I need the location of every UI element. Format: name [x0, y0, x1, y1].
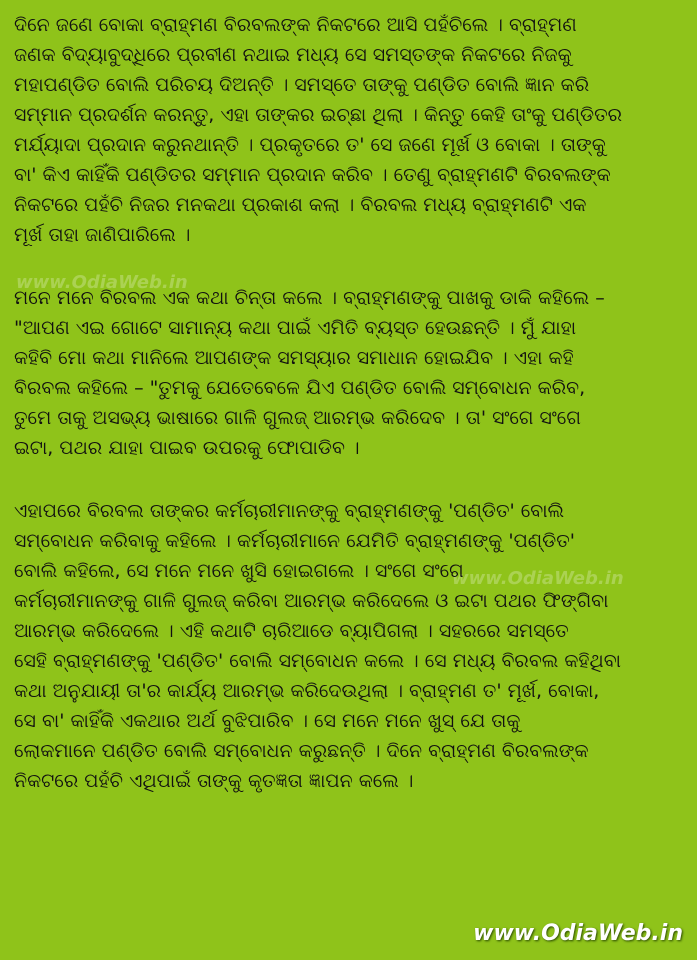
text-line: ଏହାପରେ ବିରବଲ ତାଙ୍କର କର୍ମଚାରୀମାନଙ୍କୁ ବ୍ରାହ୍ମଣଙ୍କୁ 'ପଣ୍ଡିତ' ବୋଲି: [14, 500, 565, 522]
text-line: ବିରବଲ କହିଲେ – "ତୁମକୁ ଯେତେବେଳେ ଯିଏ ପଣ୍ଡିତ ବୋଲି ସମ୍ବୋଧନ କରିବ,: [14, 377, 586, 399]
text-line: ବୋଲି କହିଲେ, ସେ ମନେ ମନେ ଖୁସି ହୋଇଗଲେ । ସଂଗେ ସଂଗେ: [14, 560, 464, 582]
text-line: ମୂର୍ଖ ତାହା ଜାଣିପାରିଲେ ।: [14, 224, 191, 246]
watermark: www.OdiaWeb.in: [16, 272, 188, 293]
text-line: "ଆପଣ ଏଇ ଗୋଟେ ସାମାନ୍ୟ କଥା ପାଇଁ ଏମିତି ବ୍ୟସ୍ତ ହେଉଛନ୍ତି । ମୁଁ ଯାହା: [14, 317, 577, 339]
text-line: ଇଟା, ପଥର ଯାହା ପାଇବ ଉପରକୁ ଫୋପାଡିବ ।: [14, 437, 360, 459]
text-line: ଦିନେ ଜଣେ ବୋକା ବ୍ରାହ୍ମଣ ବିରବଲଙ୍କ ନିକଟରେ ଆସି ପହଁଚିଲେ । ବ୍ରାହ୍ମଣ: [14, 14, 577, 36]
text-line: ତୁମେ ତାକୁ ଅସଭ୍ୟ ଭାଷାରେ ଗାଳି ଗୁଲଜ୍ ଆରମ୍ଭ କରିଦେବ । ତା' ସଂଗେ ସଂଗେ: [14, 407, 581, 429]
text-line: ଜଣକ ବିଦ୍ୟାବୁଦ୍ଧିରେ ପ୍ରବୀଣ ନଥାଇ ମଧ୍ୟ ସେ ସମସ୍ତଙ୍କ ନିକଟରେ ନିଜକୁ: [14, 44, 572, 66]
text-line: ସେ ବା' କାହିଁକି ଏକଥାର ଅର୍ଥ ବୁଝିପାରିବ । ସେ ମନେ ମନେ ଖୁସ୍ ଯେ ତାକୁ: [14, 710, 521, 732]
text-line: ଆରମ୍ଭ କରିଦେଲେ । ଏହି କଥାଟି ଚାରିଆଡେ ବ୍ୟାପିଗଲା । ସହରରେ ସମସ୍ତେ: [14, 620, 569, 642]
text-line: ବା' କିଏ କାହିଁକି ପଣ୍ଡିତର ସମ୍ମାନ ପ୍ରଦାନ କରିବ । ତେଣୁ ବ୍ରାହ୍ମଣଟି ବିରବଲଙ୍କ: [14, 164, 611, 186]
paragraph-spacer: [14, 250, 686, 283]
paragraph: [14, 10, 686, 250]
text-line: କର୍ମଚାରୀମାନଙ୍କୁ ଗାଳି ଗୁଲଜ୍ କରିବା ଆରମ୍ଭ କରିଦେଲେ ଓ ଇଟା ପଥର ଫିଙ୍ଗିବା: [14, 590, 609, 612]
paragraph-spacer: [14, 463, 686, 496]
text-line: ଲୋକମାନେ ପଣ୍ଡିତ ବୋଲି ସମ୍ବୋଧନ କରୁଛନ୍ତି । ଦିନେ ବ୍ରାହ୍ମଣ ବିରବଲଙ୍କ: [14, 740, 589, 762]
watermark: www.OdiaWeb.in: [452, 568, 624, 589]
text-line: ନିକଟରେ ପହଁଚି ଏଥିପାଇଁ ତାଙ୍କୁ କୃତଜ୍ଞତା ଜ୍ଞାପନ କଲେ ।: [14, 770, 414, 792]
text-line: ସେହି ବ୍ରାହ୍ମଣଙ୍କୁ 'ପଣ୍ଡିତ' ବୋଲି ସମ୍ବୋଧନ କଲେ । ସେ ମଧ୍ୟ ବିରବଲ କହିଥିବା: [14, 650, 621, 672]
text-line: ସମ୍ମାନ ପ୍ରଦର୍ଶନ କରନ୍ତୁ, ଏହା ତାଙ୍କର ଇଚ୍ଛା ଥିଲା । କିନ୍ତୁ କେହି ତାଂକୁ ପଣ୍ଡିତର: [14, 104, 623, 126]
text-line: ନିକଟରେ ପହଁଚି ନିଜର ମନକଥା ପ୍ରକାଶ କଲା । ବିରବଲ ମଧ୍ୟ ବ୍ରାହ୍ମଣଟି ଏକ: [14, 194, 587, 216]
footer-brand-link[interactable]: www.OdiaWeb.in: [473, 921, 683, 946]
text-line: ମନେ ମନେ ବିରବଲ ଏକ କଥା ଚିନ୍ତା କଲେ । ବ୍ରାହ୍ମଣଙ୍କୁ ପାଖକୁ ଡାକି କହିଲେ –: [14, 287, 605, 309]
text-line: କହିବି ମୋ କଥା ମାନିଲେ ଆପଣଙ୍କ ସମସ୍ୟାର ସମାଧାନ ହୋଇଯିବ । ଏହା କହି: [14, 347, 574, 369]
text-line: ସମ୍ବୋଧନ କରିବାକୁ କହିଲେ । କର୍ମଚାରୀମାନେ ଯେମିତି ବ୍ରାହ୍ମଣଙ୍କୁ 'ପଣ୍ଡିତ': [14, 530, 575, 552]
story-text: [14, 10, 686, 796]
paragraph: [14, 496, 686, 796]
text-line: ମହାପଣ୍ଡିତ ବୋଲି ପରିଚୟ ଦିଅନ୍ତି । ସମସ୍ତେ ତାଙ୍କୁ ପଣ୍ଡିତ ବୋଲି ଜ୍ଞାନ କରି: [14, 74, 590, 96]
text-line: କଥା ଅନୁଯାୟୀ ତା'ର କାର୍ଯ୍ୟ ଆରମ୍ଭ କରିଦେଉଥିଲା । ବ୍ରାହ୍ମଣ ତ' ମୂର୍ଖ, ବୋକା,: [14, 680, 600, 702]
text-line: ମର୍ଯ୍ୟାଦା ପ୍ରଦାନ କରୁନଥାନ୍ତି । ପ୍ରକୃତରେ ତ' ସେ ଜଣେ ମୂର୍ଖ ଓ ବୋକା । ତାଙ୍କୁ: [14, 134, 606, 156]
paragraph: [14, 283, 686, 463]
